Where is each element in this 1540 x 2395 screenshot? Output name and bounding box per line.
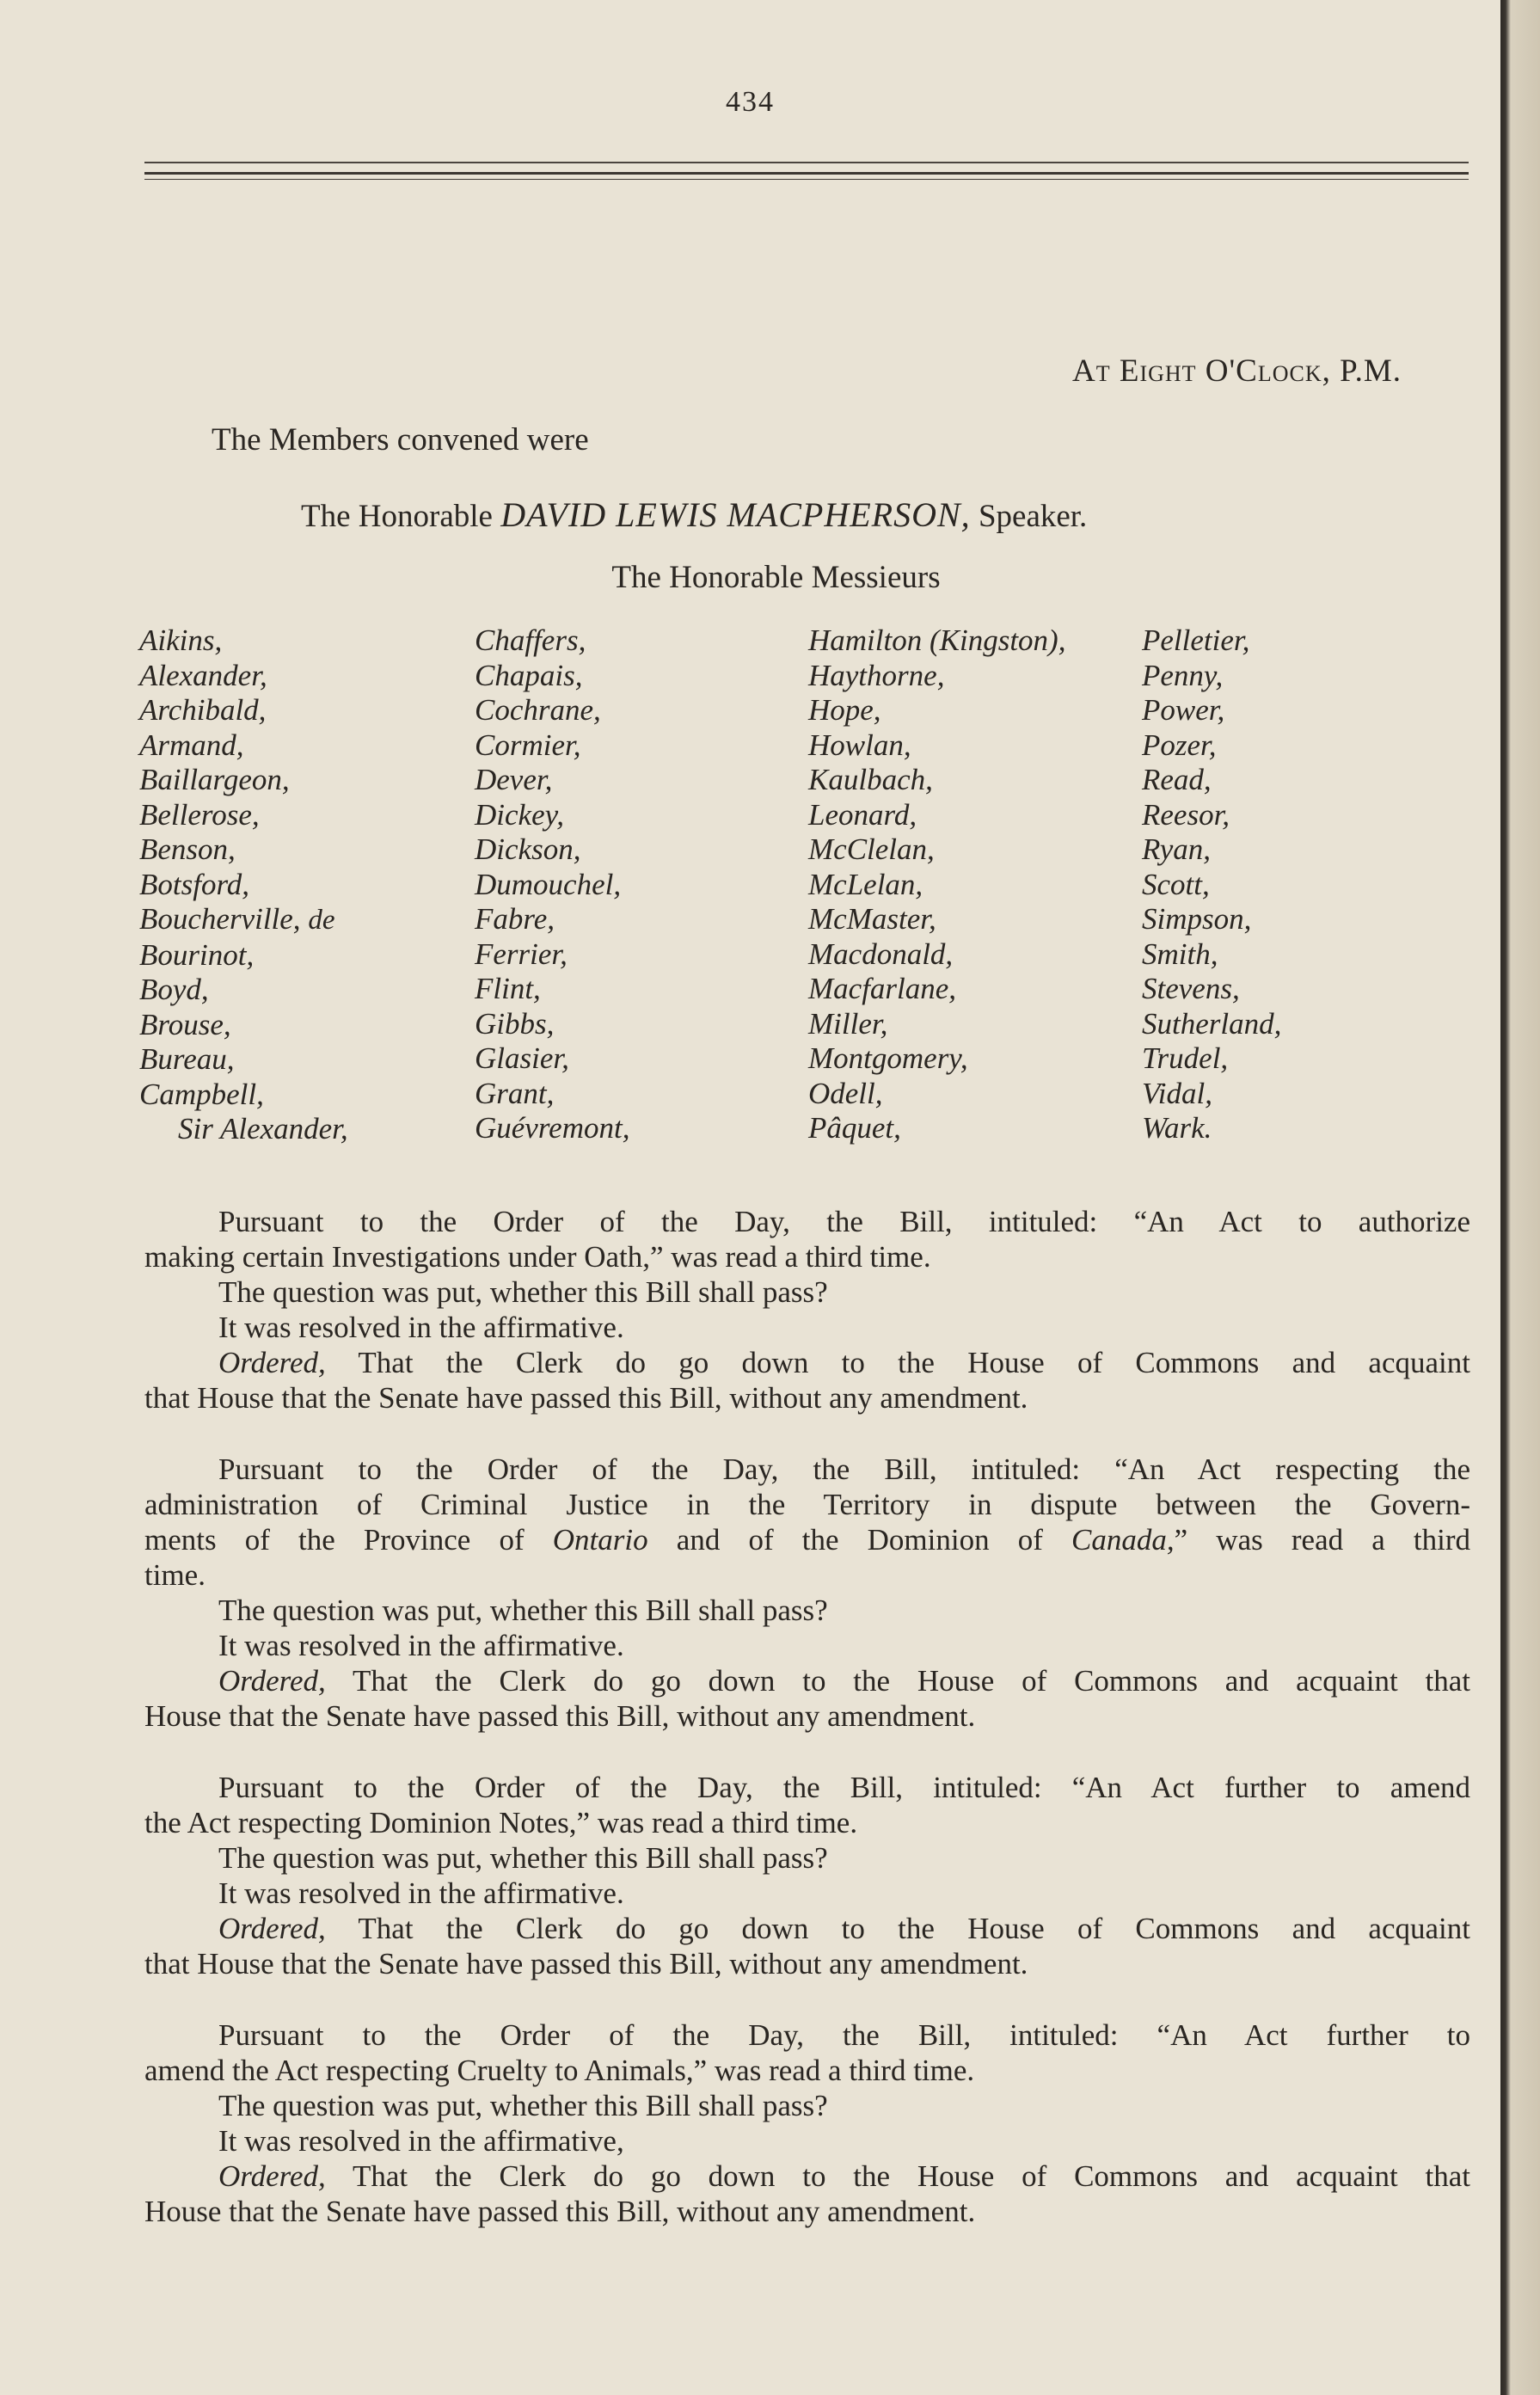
page-number: 434 <box>726 86 775 118</box>
ordered-text: That the Clerk do go down to the House of Commons and acquaint <box>358 1346 1470 1379</box>
member-name: Grant, <box>475 1076 555 1110</box>
members-column-3 <box>808 623 1065 1146</box>
member-name: Pelletier, <box>1142 623 1250 657</box>
members-column-4 <box>1142 623 1281 1146</box>
member-name: McLelan, <box>808 867 923 901</box>
member-name: Odell, <box>808 1076 883 1110</box>
member-name: Scott, <box>1142 867 1210 901</box>
member-name: Hamilton (Kingston), <box>808 623 1066 657</box>
proceeding-text-line: the Act respecting Dominion Notes,” was read a third time. <box>144 1806 858 1839</box>
member-name: Chapais, <box>475 658 583 692</box>
members-column-1 <box>139 623 348 1147</box>
header-rule-double <box>144 172 1469 180</box>
member-name: Smith, <box>1142 937 1218 971</box>
member-name: Flint, <box>475 972 541 1005</box>
member-name: Sutherland, <box>1142 1006 1282 1041</box>
speaker-name: DAVID LEWIS MACPHERSON, <box>500 495 971 534</box>
resolved-line: It was resolved in the affirmative. <box>218 1876 624 1910</box>
member-name: Macdonald, <box>808 937 954 971</box>
session-time: At Eight O'Clock, P.M. <box>1071 353 1402 389</box>
member-name: Archibald, <box>139 693 267 727</box>
speaker-title: Speaker. <box>978 499 1088 534</box>
ordered-line: House that the Senate have passed this Bill, without any amendment. <box>144 1699 976 1733</box>
ordered-text: That the Clerk do go down to the House of Commons and acquaint that <box>352 2159 1470 2193</box>
text-run: ments of the Province of <box>144 1523 525 1557</box>
members-convened-line: The Members convened were <box>212 422 589 458</box>
member-name: McMaster, <box>808 902 936 936</box>
member-name: Cochrane, <box>475 693 601 727</box>
question-line: The question was put, whether this Bill shall pass? <box>218 2089 828 2122</box>
ordered-word: Ordered, <box>218 1912 326 1945</box>
province-name: Ontario <box>552 1523 648 1557</box>
member-name: Trudel, <box>1142 1041 1229 1075</box>
speaker-line <box>301 494 1087 535</box>
member-name: Vidal, <box>1142 1076 1212 1110</box>
speaker-prefix: The Honorable <box>301 499 493 534</box>
member-name: Guévremont, <box>475 1111 630 1145</box>
question-line: The question was put, whether this Bill shall pass? <box>218 1275 828 1309</box>
member-name: Ferrier, <box>475 937 568 971</box>
member-name: Campbell, <box>139 1077 264 1111</box>
messieurs-heading: The Honorable Messieurs <box>611 560 941 595</box>
member-name: Hope, <box>808 693 881 727</box>
proceedings <box>144 1204 1470 2265</box>
proceeding-paragraph <box>144 1770 1470 1981</box>
header-rule-thin <box>144 162 1469 163</box>
member-name: Benson, <box>139 832 236 866</box>
proceeding-text-line: Pursuant to the Order of the Day, the Bill, intituled: “An Act further to amend <box>218 1771 1470 1804</box>
member-name: Wark. <box>1142 1111 1212 1145</box>
ordered-word: Ordered, <box>218 1346 326 1379</box>
member-name: Sir Alexander, <box>178 1112 348 1145</box>
member-name: Penny, <box>1142 658 1224 692</box>
proceeding-paragraph <box>144 1204 1470 1416</box>
ordered-line <box>144 1663 1470 1698</box>
members-list <box>0 623 1500 1157</box>
member-name: Haythorne, <box>808 658 945 692</box>
member-name: Ryan, <box>1142 832 1212 866</box>
proceeding-text-line: amend the Act respecting Cruelty to Animals,” was read a third time. <box>144 2054 975 2087</box>
member-name: Stevens, <box>1142 972 1240 1005</box>
proceeding-text-line: Pursuant to the Order of the Day, the Bill, intituled: “An Act further to <box>218 2018 1470 2052</box>
member-name: McClelan, <box>808 832 935 866</box>
proceeding-text-line: Pursuant to the Order of the Day, the Bill, intituled: “An Act to authorize <box>218 1205 1470 1238</box>
member-name-row <box>139 902 348 938</box>
member-name: Power, <box>1142 693 1225 727</box>
member-name: Montgomery, <box>808 1041 968 1075</box>
member-name: Gibbs, <box>475 1006 555 1041</box>
text-run: ” was read a third <box>1174 1523 1471 1557</box>
member-name: Simpson, <box>1142 902 1252 936</box>
member-name: Howlan, <box>808 728 911 762</box>
resolved-line: It was resolved in the affirmative. <box>218 1311 624 1344</box>
member-name: Baillargeon, <box>139 763 290 796</box>
member-name: Macfarlane, <box>808 972 957 1005</box>
member-name: Boyd, <box>139 973 209 1006</box>
ordered-line: that House that the Senate have passed this Bill, without any amendment. <box>144 1947 1028 1980</box>
ordered-line: that House that the Senate have passed this Bill, without any amendment. <box>144 1381 1028 1415</box>
ordered-line <box>144 2159 1470 2194</box>
ordered-word: Ordered, <box>218 1664 326 1698</box>
member-name: Brouse, <box>139 1007 231 1041</box>
ordered-line <box>144 1911 1470 1946</box>
member-name: Leonard, <box>808 797 917 832</box>
member-name: Fabre, <box>475 902 555 936</box>
proceeding-text-line <box>144 1522 1470 1557</box>
member-name: Read, <box>1142 763 1212 796</box>
member-name: Armand, <box>139 728 244 762</box>
book-spine-edge <box>1500 0 1540 2395</box>
member-name: Botsford, <box>139 867 250 901</box>
member-name: Reesor, <box>1142 797 1230 832</box>
member-name: Dickey, <box>475 797 564 832</box>
member-name: Pozer, <box>1142 728 1217 762</box>
member-name: Chaffers, <box>475 623 586 657</box>
member-name: Glasier, <box>475 1041 569 1075</box>
ordered-line <box>144 1345 1470 1380</box>
members-column-2 <box>475 623 629 1146</box>
text-run: and of the Dominion of <box>676 1523 1043 1557</box>
proceeding-text-line: administration of Criminal Justice in the Territory in dispute between the Govern- <box>144 1488 1470 1521</box>
member-name: Dever, <box>475 763 553 796</box>
member-name: Pâquet, <box>808 1111 901 1145</box>
member-name: Kaulbach, <box>808 763 933 796</box>
member-name: Boucherville, <box>139 902 301 936</box>
ordered-line: House that the Senate have passed this Bill, without any amendment. <box>144 2195 976 2228</box>
member-name: Dickson, <box>475 832 581 866</box>
dominion-name: Canada, <box>1071 1523 1175 1557</box>
member-name: Bourinot, <box>139 937 255 972</box>
question-line: The question was put, whether this Bill shall pass? <box>218 1841 828 1875</box>
proceeding-text-line: making certain Investigations under Oath,” was read a third time. <box>144 1240 931 1274</box>
proceeding-paragraph <box>144 1452 1470 1734</box>
member-name: Cormier, <box>475 728 581 762</box>
question-line: The question was put, whether this Bill shall pass? <box>218 1594 828 1627</box>
member-name-suffix: de <box>308 905 335 936</box>
ordered-word: Ordered, <box>218 2159 326 2193</box>
ordered-text: That the Clerk do go down to the House of Commons and acquaint <box>358 1912 1470 1945</box>
proceeding-paragraph <box>144 2017 1470 2229</box>
member-name: Aikins, <box>139 623 223 657</box>
member-name: Bellerose, <box>139 797 260 832</box>
member-name: Dumouchel, <box>475 867 622 901</box>
member-name: Bureau, <box>139 1042 235 1076</box>
resolved-line: It was resolved in the affirmative, <box>218 2124 624 2158</box>
resolved-line: It was resolved in the affirmative. <box>218 1629 624 1662</box>
proceeding-text-line: time. <box>144 1558 206 1592</box>
member-name: Alexander, <box>139 658 267 692</box>
member-name: Miller, <box>808 1006 888 1041</box>
ordered-text: That the Clerk do go down to the House of Commons and acquaint that <box>352 1664 1470 1698</box>
proceeding-text-line: Pursuant to the Order of the Day, the Bill, intituled: “An Act respecting the <box>218 1452 1470 1486</box>
